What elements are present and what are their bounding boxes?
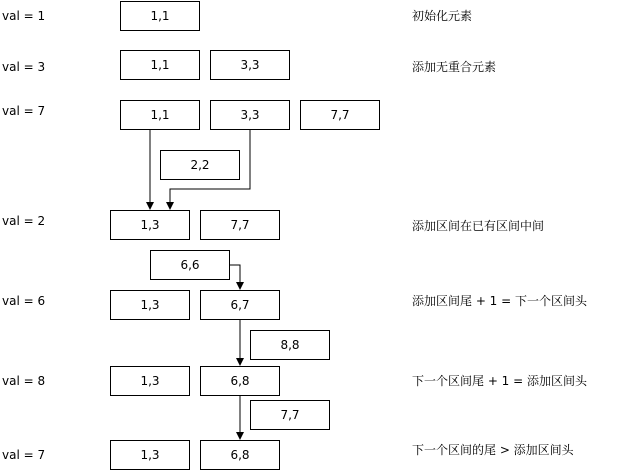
merge-arrow xyxy=(230,265,240,289)
step-note-5: 添加区间尾 + 1 = 下一个区间头 xyxy=(412,294,588,308)
incoming-interval-box: 2,2 xyxy=(160,150,240,180)
interval-box: 1,1 xyxy=(120,50,200,80)
interval-box: 6,7 xyxy=(200,290,280,320)
incoming-interval-box: 8,8 xyxy=(250,330,330,360)
step-note-1: 初始化元素 xyxy=(412,9,473,23)
step-label-7: val = 7 xyxy=(2,448,46,462)
interval-box: 7,7 xyxy=(300,100,380,130)
step-label-4: val = 2 xyxy=(2,214,46,228)
interval-box: 3,3 xyxy=(210,50,290,80)
step-note-6: 下一个区间尾 + 1 = 添加区间头 xyxy=(412,374,588,388)
interval-box: 1,3 xyxy=(110,366,190,396)
incoming-interval-box: 6,6 xyxy=(150,250,230,280)
interval-box: 1,1 xyxy=(120,100,200,130)
step-label-2: val = 3 xyxy=(2,60,46,74)
step-label-1: val = 1 xyxy=(2,9,46,23)
interval-box: 1,3 xyxy=(110,440,190,470)
interval-box: 6,8 xyxy=(200,440,280,470)
interval-box: 6,8 xyxy=(200,366,280,396)
step-label-6: val = 8 xyxy=(2,374,46,388)
step-label-5: val = 6 xyxy=(2,294,46,308)
step-note-4: 添加区间在已有区间中间 xyxy=(412,219,545,233)
step-note-2: 添加无重合元素 xyxy=(412,60,497,74)
interval-box: 7,7 xyxy=(200,210,280,240)
interval-box: 3,3 xyxy=(210,100,290,130)
interval-box: 1,1 xyxy=(120,1,200,31)
interval-box: 1,3 xyxy=(110,290,190,320)
step-note-7: 下一个区间的尾 > 添加区间头 xyxy=(412,443,574,457)
incoming-interval-box: 7,7 xyxy=(250,400,330,430)
step-label-3: val = 7 xyxy=(2,104,46,118)
interval-box: 1,3 xyxy=(110,210,190,240)
